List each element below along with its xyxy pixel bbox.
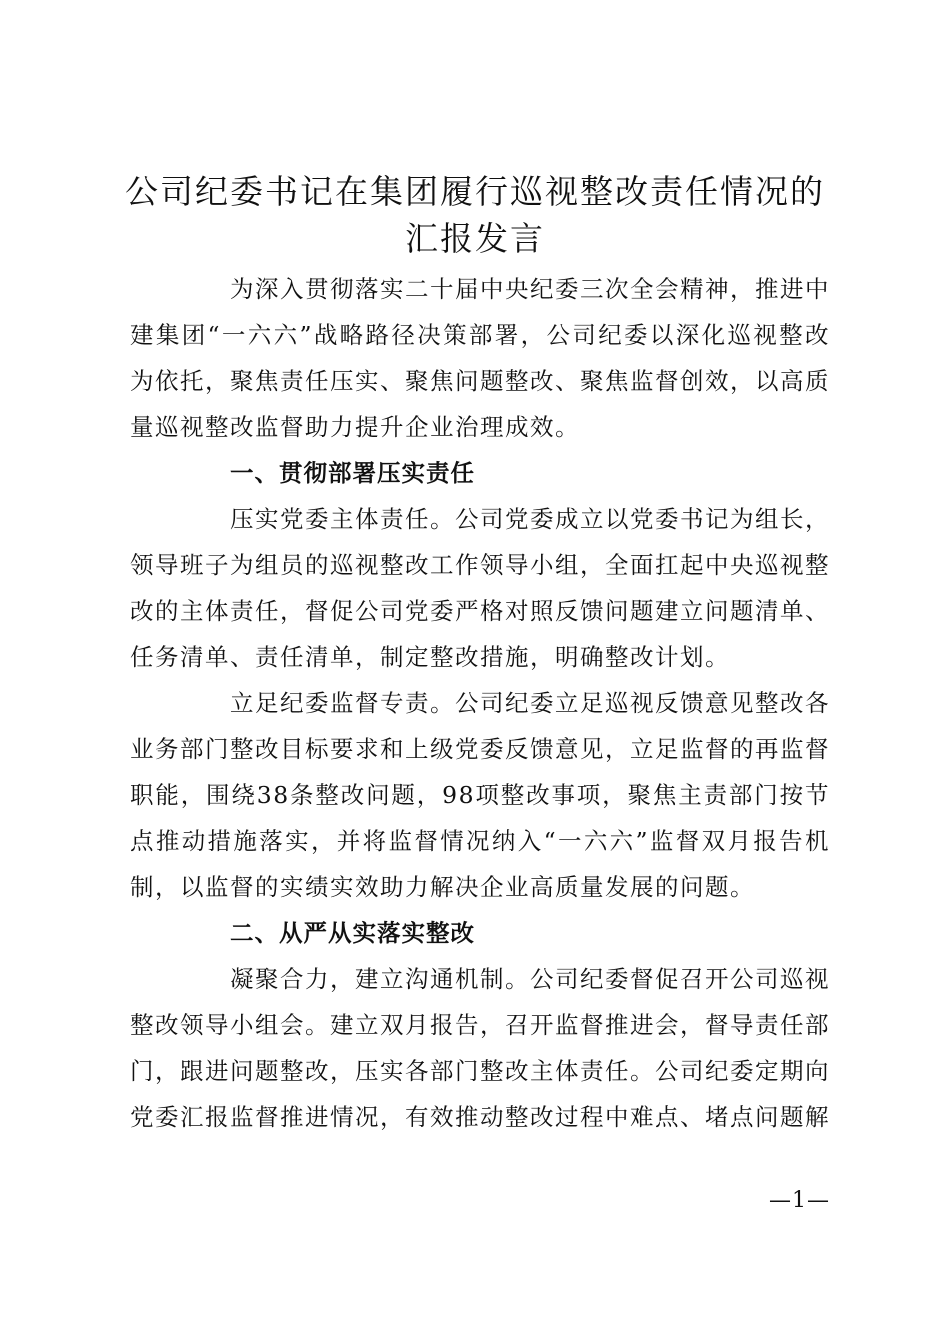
section-heading-2: 二、从严从实落实整改 [230,919,475,947]
paragraph-discipline-supervision: 立足纪委监督专责。公司纪委立足巡视反馈意见整改各业务部门整改目标要求和上级党委反馈意见，立足监督的再监督职能，围绕38条整改问题，98项整改事项，聚焦主责部门按节点推动措施落实，并将监督情况纳入“一六六”监督双月报告机制，以监督的实绩实效助力解决企业高质量发展的问题。 [130,689,830,901]
paragraph-party-responsibility: 压实党委主体责任。公司党委成立以党委书记为组长，领导班子为组员的巡视整改工作领导小组，全面扛起中央巡视整改的主体责任，督促公司党委严格对照反馈问题建立问题清单、任务清单、责任清单，制定整改措施，明确整改计划。 [130,505,830,671]
intro-paragraph: 为深入贯彻落实二十届中央纪委三次全会精神，推进中建集团“一六六”战略路径决策部署，公司纪委以深化巡视整改为依托，聚焦责任压实、聚焦问题整改、聚焦监督创效，以高质量巡视整改监督助力提升企业治理成效。 [130,275,830,441]
section-heading-1: 一、贯彻部署压实责任 [230,459,475,487]
page-number: —1— [769,1188,830,1213]
document-title: 公司纪委书记在集团履行巡视整改责任情况的汇报发言 [125,172,825,258]
paragraph-communication-mechanism: 凝聚合力，建立沟通机制。公司纪委督促召开公司巡视整改领导小组会。建立双月报告，召开监督推进会，督导责任部门，跟进问题整改，压实各部门整改主体责任。公司纪委定期向党委汇报监督推进情况，有效推动整改过程中难点、堵点问题解 [130,965,830,1131]
